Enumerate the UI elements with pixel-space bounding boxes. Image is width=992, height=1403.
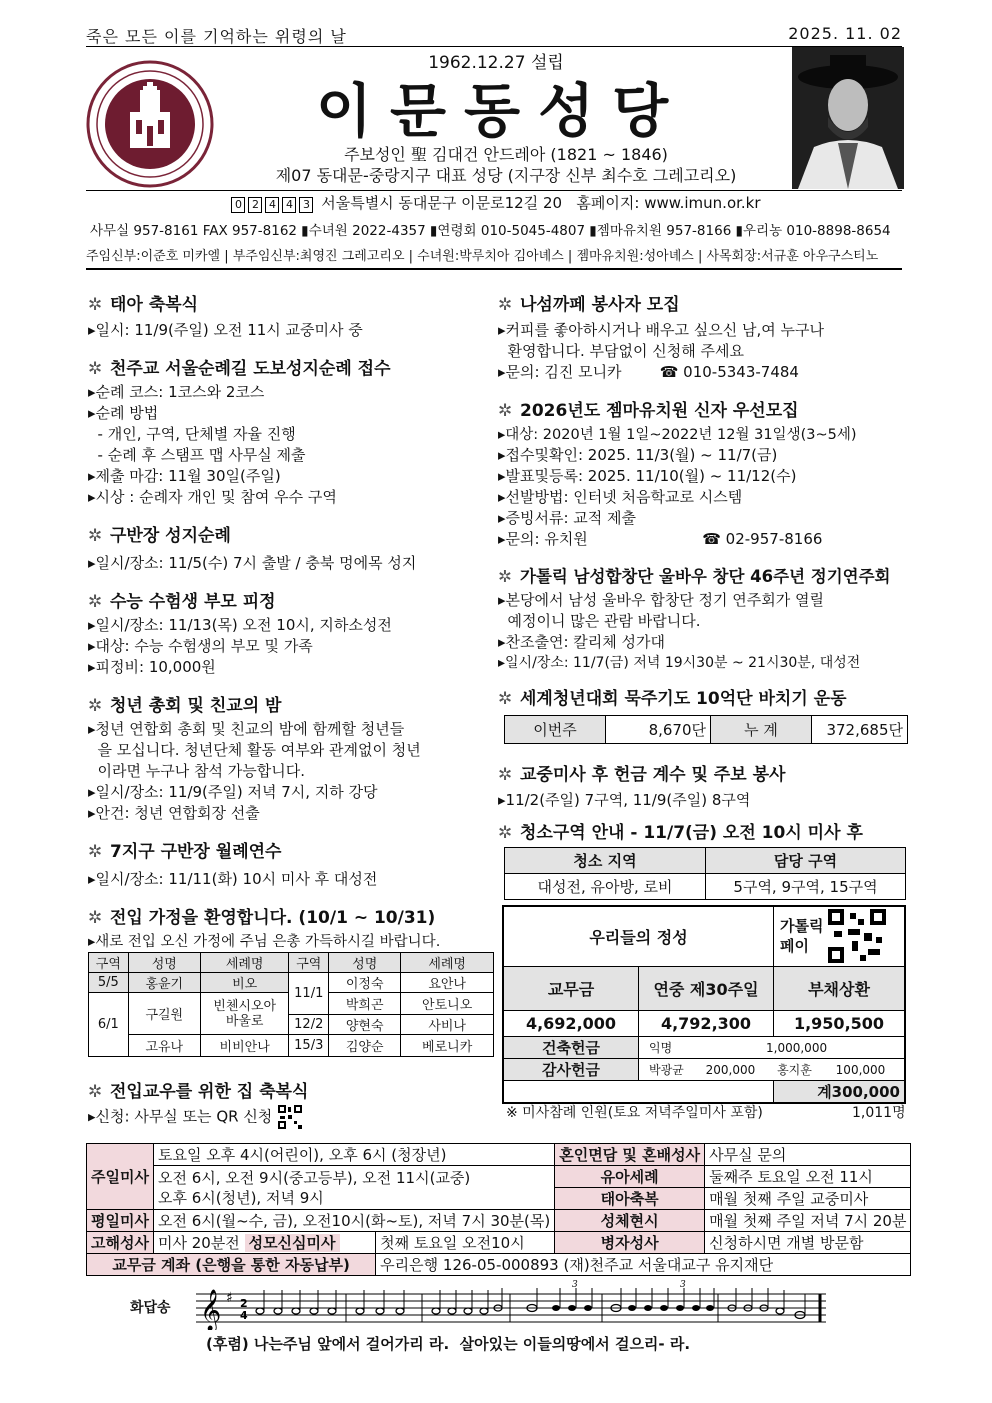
section-exam-retreat: ✲ 수능 수험생 부모 피정 bbox=[88, 592, 276, 612]
contact-phones: 사무실 957-8161 FAX 957-8162 ▮수녀원 2022-4357 ▮연령회 010-5045-4807 ▮젬마유치원 957-8166 ▮우리농 010-8898-8654 bbox=[90, 223, 891, 239]
staff-divider bbox=[86, 268, 902, 270]
offering-title: 우리들의 정성 bbox=[503, 906, 774, 966]
catholic-pay bbox=[774, 906, 906, 966]
star-icon: ✲ bbox=[498, 765, 513, 785]
table-row: 12/2 양현숙 사비나 bbox=[89, 1015, 494, 1035]
star-icon: ✲ bbox=[498, 295, 513, 315]
list-item: ▸문의: 김진 모니카 ☎ 010-5343-7484 bbox=[498, 363, 799, 381]
list-item: 환영합니다. 부담없이 신청해 주세요 bbox=[498, 342, 744, 360]
section-offering-count: ✲ 교중미사 후 헌금 계수 및 주보 봉사 bbox=[498, 765, 786, 785]
list-item: ▸대상: 2020년 1월 1일~2022년 12월 31일생(3~5세) bbox=[498, 427, 857, 443]
list-item: ▸순례 코스: 1코스와 2코스 bbox=[88, 383, 265, 401]
qr-code-icon[interactable] bbox=[828, 909, 886, 963]
section-rosary-campaign: ✲ 세계청년대회 묵주기도 10억단 바치기 운동 bbox=[498, 689, 847, 709]
list-item: ▸순례 방법 bbox=[88, 404, 159, 422]
newcomers-table bbox=[88, 952, 494, 1057]
svg-text:♯: ♯ bbox=[226, 1290, 233, 1306]
pay-label: 가톨릭 페이 bbox=[780, 917, 824, 956]
list-item: ▸안건: 청년 연합회장 선출 bbox=[88, 804, 260, 822]
list-item: ▸일시: 11/9(주일) 오전 11시 교중미사 중 bbox=[88, 321, 363, 339]
offering-total: 계300,000 bbox=[774, 1080, 906, 1103]
list-item: ▸커피를 좋아하시거나 배우고 싶으신 남,여 누구나 bbox=[498, 321, 824, 339]
list-item: 이라면 누구나 참석 가능합니다. bbox=[88, 762, 305, 780]
svg-text:2: 2 bbox=[240, 1297, 248, 1310]
attendance-value: 1,011명 bbox=[852, 1105, 906, 1121]
table-row: 주일미사 토요일 오후 4시(어린이), 오후 6시 (청장년) 혼인면담 및 혼배성사 사무실 문의 bbox=[87, 1144, 911, 1166]
star-icon: ✲ bbox=[88, 842, 103, 862]
list-item: ▸피정비: 10,000원 bbox=[88, 658, 216, 676]
list-item: ▸일시/장소: 11/11(화) 10시 미사 후 대성전 bbox=[88, 870, 378, 888]
qr-code-icon[interactable] bbox=[277, 1104, 303, 1130]
section-house-blessing: ✲ 전입교우를 위한 집 축복식 bbox=[88, 1082, 309, 1102]
donor-name: 박광균 bbox=[649, 1062, 684, 1077]
header-divider bbox=[86, 190, 902, 191]
page-title: 이문동성당 bbox=[316, 77, 687, 145]
section-kindergarten: ✲ 2026년도 젬마유치원 신자 우선모집 bbox=[498, 401, 799, 421]
psalm-label: 화답송 bbox=[130, 1300, 171, 1316]
star-icon: ✲ bbox=[498, 689, 513, 709]
table-header-row: 구역 성명 세례명 구역 성명 세례명 bbox=[89, 953, 494, 973]
section-cleaning: ✲ 청소구역 안내 - 11/7(금) 오전 10시 미사 후 bbox=[498, 823, 863, 843]
table-row: 대성전, 유아방, 로비 5구역, 9구역, 15구역 bbox=[505, 874, 906, 900]
table-row: 건축헌금 익명 1,000,000 bbox=[503, 1036, 905, 1058]
star-icon: ✲ bbox=[88, 908, 103, 928]
header-top-bar bbox=[86, 22, 902, 47]
homepage-link[interactable]: www.imun.or.kr bbox=[644, 194, 761, 212]
mass-schedule-table bbox=[86, 1143, 911, 1276]
staff-list: 주임신부:이준호 미카엘 | 부주임신부:최영진 그레고리오 | 수녀원:박루치아 김아녜스 | 젬마유치원:성아녜스 | 사목회장:서규훈 아우구스티노 bbox=[86, 249, 879, 264]
list-item: ▸접수및확인: 2025. 11/3(월) ~ 11/7(금) bbox=[498, 446, 778, 464]
saint-portrait-image bbox=[792, 47, 904, 189]
section-district-training: ✲ 7지구 구반장 월례연수 bbox=[88, 842, 282, 862]
table-row: 고유나 비비안나 15/3 김양순 베로니카 bbox=[89, 1035, 494, 1057]
list-item: ▸새로 전입 오신 가정에 주님 은총 가득하시길 바랍니다. bbox=[88, 934, 441, 950]
founded-date: 1962.12.27 설립 bbox=[428, 53, 564, 73]
list-item: ▸대상: 수능 수험생의 부모 및 가족 bbox=[88, 637, 313, 655]
list-item: ▸발표및등록: 2025. 11/10(월) ~ 11/12(수) bbox=[498, 467, 797, 485]
star-icon: ✲ bbox=[498, 401, 513, 421]
offering-table bbox=[502, 905, 906, 1104]
star-icon: ✲ bbox=[88, 359, 103, 379]
list-item: ▸문의: 유치원 ☎ 02-957-8166 bbox=[498, 530, 823, 548]
triplet-mark: 3 bbox=[572, 1280, 578, 1290]
attendance-label: ※ 미사참례 인원(토요 저녁주일미사 포함) bbox=[506, 1105, 763, 1121]
list-item: ▸일시/장소: 11/7(금) 저녁 19시30분 ~ 21시30분, 대성전 bbox=[498, 655, 861, 671]
section-youth-meeting: ✲ 청년 총회 및 친교의 밤 bbox=[88, 696, 282, 716]
section-choir-concert: ✲ 가톨릭 남성합창단 울바우 창단 46주년 정기연주회 bbox=[498, 567, 891, 586]
list-item: ▸11/2(주일) 7구역, 11/9(주일) 8구역 bbox=[498, 791, 751, 809]
table-header-row: 교무금 연중 제30주일 부채상환 bbox=[503, 966, 905, 1010]
list-item: ▸일시/장소: 11/5(수) 7시 출발 / 충북 멍에목 성지 bbox=[88, 554, 417, 572]
list-item: ▸일시/장소: 11/9(주일) 저녁 7시, 지하 강당 bbox=[88, 783, 378, 801]
table-row: 고해성사 미사 20분전 성모신심미사 첫째 토요일 오전10시 병자성사 신청하시면 개별 방문함 bbox=[87, 1232, 911, 1254]
left-column bbox=[88, 290, 488, 1130]
table-row: 5/5 홍윤기 비오 11/1 이정숙 요안나 bbox=[89, 973, 494, 993]
table-row: 6/1 구길원 빈첸시오아 바울로 박희곤 안토니오 bbox=[89, 993, 494, 1015]
section-fetus-blessing: ✲ 태아 축복식 bbox=[88, 295, 199, 315]
address-line bbox=[0, 192, 992, 213]
donor-name: 홍지훈 bbox=[777, 1062, 812, 1077]
star-icon: ✲ bbox=[88, 696, 103, 716]
section-newcomers: ✲ 전입 가정을 환영합니다. (10/1 ~ 10/31) bbox=[88, 908, 436, 928]
list-item: ▸찬조출연: 칼리체 성가대 bbox=[498, 633, 666, 651]
rosary-table bbox=[504, 715, 908, 744]
music-staff bbox=[196, 1280, 832, 1330]
street-address: 서울특별시 동대문구 이문로12길 20 bbox=[321, 194, 563, 212]
list-item: ▸일시/장소: 11/13(목) 오전 10시, 지하소성전 bbox=[88, 616, 392, 634]
list-item: ▸선발방법: 인터넷 처음학교로 시스템 bbox=[498, 488, 743, 506]
list-item: ▸제출 마감: 11월 30일(주일) bbox=[88, 467, 281, 485]
star-icon: ✲ bbox=[498, 823, 513, 843]
svg-text:𝄞: 𝄞 bbox=[200, 1290, 222, 1330]
list-item: ▸시상 : 순례자 개인 및 참여 우수 구역 bbox=[88, 488, 337, 506]
section-pilgrimage: ✲ 천주교 서울순례길 도보성지순례 접수 bbox=[88, 359, 391, 379]
table-row: 감사헌금 박광균 200,000 홍지훈 100,000 bbox=[503, 1058, 905, 1080]
section-leader-pilgrimage: ✲ 구반장 성지순례 bbox=[88, 526, 231, 546]
star-icon: ✲ bbox=[88, 592, 103, 612]
table-row: 4,692,000 4,792,300 1,950,500 bbox=[503, 1010, 905, 1036]
list-item: ▸청년 연합회 총회 및 친교의 밤에 함께할 청년들 bbox=[88, 720, 405, 738]
table-row: 평일미사 오전 6시(월~수, 금), 오전10시(화~토), 저녁 7시 30분(목) 성체현시 매월 첫째 주일 저녁 7시 20분 bbox=[87, 1210, 911, 1232]
svg-text:4: 4 bbox=[240, 1309, 248, 1322]
table-row bbox=[503, 906, 905, 966]
district-info: 제07 동대문-중랑지구 대표 성당 (지구장 신부 최수호 그레고리오) bbox=[275, 166, 737, 185]
list-item: ▸증빙서류: 교적 제출 bbox=[498, 509, 637, 527]
list-item: 을 모십니다. 청년단체 활동 여부와 관계없이 청년 bbox=[88, 741, 421, 759]
table-row: 이번주 8,670단 누 계 372,685단 bbox=[505, 716, 908, 744]
star-icon: ✲ bbox=[88, 526, 103, 546]
list-item: 예정이니 많은 관람 바랍니다. bbox=[498, 612, 701, 630]
donor-amount: 200,000 bbox=[705, 1062, 756, 1077]
list-item: - 개인, 구역, 단체별 자율 진행 bbox=[88, 425, 296, 443]
table-row: 교무금 계좌 (은행을 통한 자동납부) 우리은행 126-05-000893 (재)천주교 서울대교구 유지재단 bbox=[87, 1254, 911, 1276]
star-icon: ✲ bbox=[498, 567, 512, 586]
donor-amount: 1,000,000 bbox=[766, 1040, 828, 1055]
bulletin-date: 2025. 11. 02 bbox=[788, 24, 902, 43]
star-icon: ✲ bbox=[88, 1082, 103, 1102]
right-column bbox=[498, 290, 910, 900]
donor-name: 익명 bbox=[649, 1040, 673, 1055]
list-item: ▸본당에서 남성 울바우 합창단 정기 연주회가 열릴 bbox=[498, 591, 824, 609]
list-item: - 순례 후 스탬프 맵 사무실 제출 bbox=[88, 446, 306, 464]
postal-code: 0 2 4 4 3 bbox=[231, 194, 316, 212]
table-row bbox=[503, 1080, 905, 1103]
table-row: 태아축복 매월 첫째 주일 교중미사 bbox=[87, 1188, 911, 1210]
cleaning-table bbox=[504, 847, 906, 900]
list-item: ▸신청: 사무실 또는 QR 신청 bbox=[88, 1104, 488, 1130]
feast-title: 죽은 모든 이를 기억하는 위령의 날 bbox=[86, 27, 347, 46]
homepage-label: 홈페이지: bbox=[576, 194, 640, 212]
triplet-mark: 3 bbox=[680, 1280, 686, 1290]
section-cafe-volunteers: ✲ 나섬까페 봉사자 모집 bbox=[498, 295, 680, 315]
table-row: 오전 6시, 오전 9시(중고등부), 오전 11시(교중) 오후 6시(청년), 저녁 9시 유아세례 둘째주 토요일 오전 11시 bbox=[87, 1166, 911, 1188]
donor-amount: 100,000 bbox=[835, 1062, 886, 1077]
psalm-lyrics: (후렴) 나는주님 앞에서 걸어가리 라. 살아있는 이들의땅에서 걸으리- 라. bbox=[206, 1335, 691, 1353]
star-icon: ✲ bbox=[88, 295, 103, 315]
table-header-row: 청소 지역 담당 구역 bbox=[505, 848, 906, 874]
patron-saint: 주보성인 聖 김대건 안드레아 (1821 ~ 1846) bbox=[344, 145, 668, 164]
